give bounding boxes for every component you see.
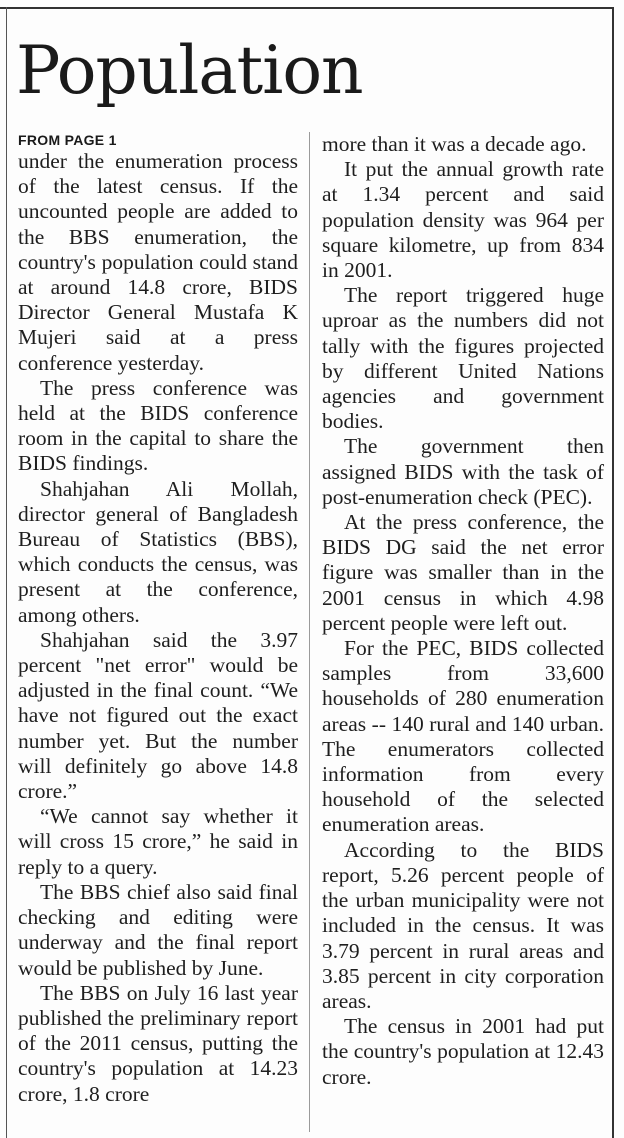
paragraph: The press conference was held at the BIDS conference room in the capital to share the BIDS findings. [18,375,298,476]
paragraph: “We cannot say whether it will cross 15 crore,” he said in reply to a query. [18,804,298,879]
paragraph: For the PEC, BIDS collected samples from 33,600 households of 280 enumeration areas -- 140 rural and 140 urban. The enumerators collected information from every household of the selected enumeration areas. [322,636,604,837]
right-rule [612,7,614,1138]
paragraph: Shahjahan said the 3.97 percent "net error" would be adjusted in the final count. “We have not figured out the exact number yet. But the number will definitely go above 14.8 crore.” [18,627,298,804]
right-column [322,132,604,1090]
paragraph: The BBS chief also said final checking and editing were underway and the final report would be published by June. [18,879,298,980]
left-column [18,132,298,1107]
top-rule [0,7,614,9]
paragraph: According to the BIDS report, 5.26 percent people of the urban municipality were not included in the census. It was 3.79 percent in rural areas and 3.85 percent in city corporation areas. [322,837,604,1013]
paragraph: more than it was a decade ago. [322,132,587,156]
paragraph: At the press conference, the BIDS DG said the net error figure was smaller than in the 2001 census in which 4.98 percent people were left out. [322,510,604,635]
kicker: FROM PAGE 1 [18,132,117,148]
paragraph: The government then assigned BIDS with the task of post-enumeration check (PEC). [322,434,604,509]
paragraph: The report triggered huge uproar as the numbers did not tally with the figures projected by different United Nations agencies and government bodies. [322,283,604,434]
paragraph: under the enumeration process of the latest census. If the uncounted people are added to the BBS enumeration, the country's population could stand at around 14.8 crore, BIDS Director General Mustafa K Mujeri said at a press conference yesterday. [18,149,298,375]
paragraph: It put the annual growth rate at 1.34 percent and said population density was 964 per square kilometre, up from 834 in 2001. [322,157,604,283]
paragraph: The census in 2001 had put the country's population at 12.43 crore. [322,1014,604,1089]
headline: Population [16,32,363,109]
left-rule [6,7,7,1138]
paragraph: Shahjahan Ali Mollah, director general of Bangladesh Bureau of Statistics (BBS), which conducts the census, was present at the conference, among others. [18,476,298,627]
paragraph: The BBS on July 16 last year published the preliminary report of the 2011 census, putting the country's population at 14.23 crore, 1.8 crore [18,980,298,1106]
column-divider [309,132,310,1132]
